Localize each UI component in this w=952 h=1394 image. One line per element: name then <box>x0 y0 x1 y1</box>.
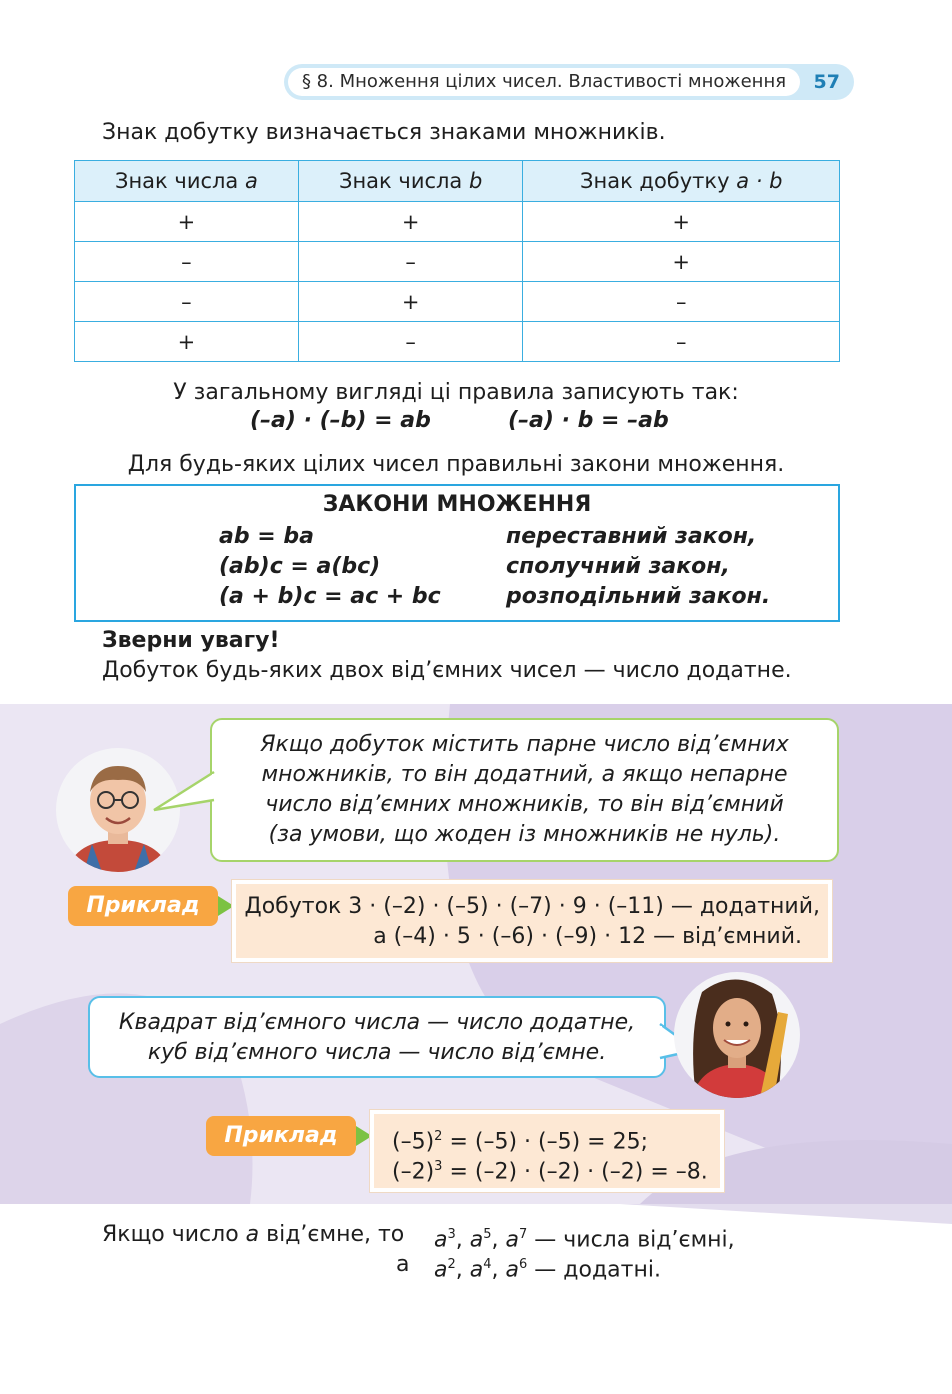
table-header-cell: Знак добутку a · b <box>523 161 840 202</box>
laws-box <box>74 484 840 622</box>
example-line: а (–4) · 5 · (–6) · (–9) · 12 — від’ємний. <box>373 924 802 949</box>
girl-avatar <box>674 972 800 1098</box>
general-rule-text: У загальному вигляді ці правила записують так: <box>173 380 739 405</box>
bubble-line: Квадрат від’ємного числа — число додатне, <box>118 1010 636 1035</box>
table-cell: + <box>523 202 840 242</box>
table-row <box>75 282 840 322</box>
table-cell: – <box>75 242 299 282</box>
table-row <box>75 242 840 282</box>
powers-rule-text: Якщо число a від’ємне, то <box>102 1222 405 1247</box>
example-line: $(-5)^2 = (-5) \cdot (-5) = 25$; <box>392 1129 649 1155</box>
laws-intro-text: Для будь-яких цілих чисел правильні закони множення. <box>127 452 785 477</box>
table-header-row <box>75 161 840 202</box>
table-header-cell: Знак числа b <box>298 161 523 202</box>
speech-bubble-boy <box>210 718 839 862</box>
powers-second-prefix: а <box>396 1252 410 1277</box>
laws-title: ЗАКОНИ МНОЖЕННЯ <box>322 492 592 517</box>
law-name: сполучний закон, <box>506 554 730 579</box>
bubble-line: куб від’ємного числа — число від’ємне. <box>147 1040 607 1065</box>
table-cell: + <box>298 202 523 242</box>
intro-text: Знак добутку визначається знаками множників. <box>102 120 666 145</box>
law-formula: ab = ba <box>219 524 314 549</box>
sign-table <box>74 160 840 362</box>
section-header <box>284 64 854 100</box>
table-cell: + <box>298 282 523 322</box>
table-cell: – <box>298 242 523 282</box>
table-cell: + <box>75 322 299 362</box>
example-box <box>370 1110 724 1192</box>
example-tag: Приклад <box>68 886 218 926</box>
example-box <box>232 880 832 962</box>
even-powers: $a^2$, $a^4$, $a^6$ — додатні. <box>434 1257 661 1283</box>
example-tag: Приклад <box>206 1116 356 1156</box>
bubble-line: Якщо добуток містить парне число від’ємних <box>260 732 789 757</box>
law-formula: (ab)c = a(bc) <box>219 554 381 579</box>
bubble-line: (за умови, що жоден із множників не нуль). <box>268 822 781 847</box>
table-header-cell: Знак числа a <box>75 161 299 202</box>
law-name: переставний закон, <box>506 524 757 549</box>
section-title: § 8. Множення цілих чисел. Властивості множення <box>288 68 800 96</box>
table-cell: – <box>75 282 299 322</box>
table-row <box>75 202 840 242</box>
table-cell: – <box>523 282 840 322</box>
page-number: 57 <box>813 71 840 93</box>
odd-powers: $a^3$, $a^5$, $a^7$ — числа від’ємні, <box>434 1227 735 1253</box>
table-row <box>75 322 840 362</box>
bubble-line: число від’ємних множників, то він від’ємний <box>265 792 784 817</box>
table-cell: + <box>75 202 299 242</box>
law-name: розподільний закон. <box>506 584 771 609</box>
table-cell: – <box>523 322 840 362</box>
speech-bubble-girl <box>88 996 666 1078</box>
table-cell: – <box>298 322 523 362</box>
formula-neg-pos: (–a) · b = –ab <box>508 408 669 433</box>
example-line: $(-2)^3 = (-2) \cdot (-2) \cdot (-2) = -8$. <box>392 1159 708 1185</box>
example-line: Добуток 3 · (–2) · (–5) · (–7) · 9 · (–11) — додатний, <box>244 894 820 919</box>
bubble-tail-left <box>150 770 216 820</box>
note-title: Зверни увагу! <box>102 628 280 653</box>
bubble-line: множників, то він додатний, а якщо непарне <box>261 762 788 787</box>
table-cell: + <box>523 242 840 282</box>
formula-neg-neg: (–a) · (–b) = ab <box>250 408 431 433</box>
note-text: Добуток будь-яких двох від’ємних чисел — число додатне. <box>102 658 792 683</box>
law-formula: (a + b)c = ac + bc <box>219 584 441 609</box>
